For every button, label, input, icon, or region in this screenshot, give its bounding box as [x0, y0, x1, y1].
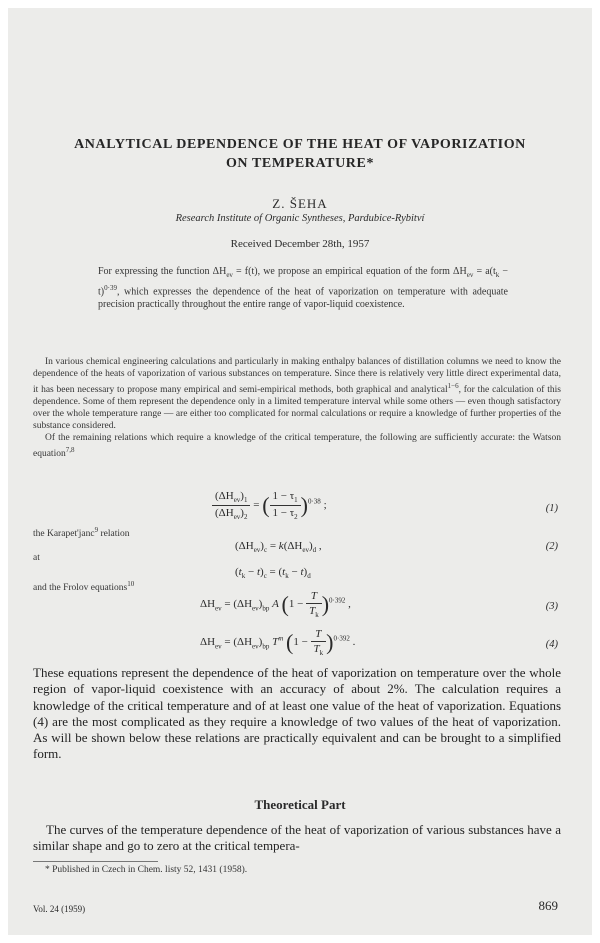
intro-paragraph: Of the remaining relations which require a knowledge of the critical temperature, the following are sufficiently accurate: the Watson equation$^{7,8}$: [33, 432, 561, 459]
body-paragraph: These equations represent the dependence of the heat of vaporization on temperature over the whole region of vapor-liquid coexistence with an accuracy of about 2%. The calculation requires a knowledge of the critical temperature and of at least one value of the heat of vaporization. Equations (4) are the most complicated as they require a knowledge of two values of the heat of vaporization. As will be shown below these relations are practically equivalent and can be brought to a simplified form.: [33, 665, 561, 762]
equation-4-number: (4): [545, 639, 558, 650]
label-karapet: the Karapet'janc$^9$ relation: [33, 526, 130, 540]
title-line-2: ON TEMPERATURE*: [225, 156, 375, 171]
equation-3-number: (3): [545, 601, 558, 612]
body-paragraph: The curves of the temperature dependence of the heat of vaporization of various substances have a similar shape and go to zero at the critical tempera-: [33, 822, 561, 854]
intro-paragraph: In various chemical engineering calculations and particularly in making enthalpy balances of distillation columns we need to know the dependence of the heats of vaporization of various substances on temperature. Since there is relatively very little direct experimental data, it has been necessary to propose many empirical and semi-empirical methods, both graphical and analytical$^{1-6}$, for the calculation of this dependence. Some of them represent the dependence only in a limited temperature interval while some others — even though satisfactory over the whole temperature range — are either too complicated for normal calculations or require a knowledge of further properties of the substance considered.: [33, 357, 561, 431]
footnote-divider: [33, 861, 158, 862]
section-heading: Theoretical Part: [254, 797, 346, 812]
title-line-1: ANALYTICAL DEPENDENCE OF THE HEAT OF VAPORIZATION: [74, 137, 526, 152]
footnote: * Published in Czech in Chem. listy 52, 1431 (1958).: [45, 865, 248, 875]
equation-3: $\Delta H_{ev} = (\Delta H_{ev})_{bp}$ A (1 − $\frac{T}{T_k}$ )$^{0\cdot 392}$ ,: [200, 590, 351, 620]
page-number: 869: [538, 898, 558, 913]
introduction: [33, 357, 561, 461]
equation-2-number: (2): [545, 541, 558, 552]
equation-1: $\frac{(\Delta H_{ev})_1}{(\Delta H_{ev})_2}$ = ( $\frac{1 - \tau_1}{1 - \tau_2}$ )$^{0\cdot 38}$ ;: [212, 490, 327, 521]
label-frolov: and the Frolov equations$^{10}$: [33, 580, 135, 594]
received-date: Received December 28th, 1957: [230, 238, 370, 250]
equation-1-number: (1): [545, 503, 558, 514]
affiliation: Research Institute of Organic Syntheses, Pardubice-Rybitví: [175, 213, 425, 224]
paper-title: [0, 135, 600, 173]
equation-4: $\Delta H_{ev} = (\Delta H_{ev})_{bp}$ $T^m$ (1 − $\frac{T}{T_k}$ )$^{0\cdot 392}$ .: [200, 628, 356, 658]
author: Z. ŠEHA: [272, 196, 328, 211]
equation-2-condition: $(t_k - t)_c = (t_k - t)_d$: [235, 566, 311, 581]
equation-2: $(\Delta H_{ev})_c = k(\Delta H_{ev})_d$ ,: [235, 540, 322, 555]
label-at: at: [33, 553, 40, 563]
volume-label: Vol. 24 (1959): [33, 904, 86, 914]
abstract: For expressing the function $\Delta H_{ev} = f(t)$, we propose an empirical equation of the form $\Delta H_{ev} = a(t_k - t)^{0\cdot 39}$, which expresses the dependence of the heat of vaporization on temperature with adequate precision practically throughout the entire range of vapor-liquid coexistence.: [98, 266, 509, 310]
